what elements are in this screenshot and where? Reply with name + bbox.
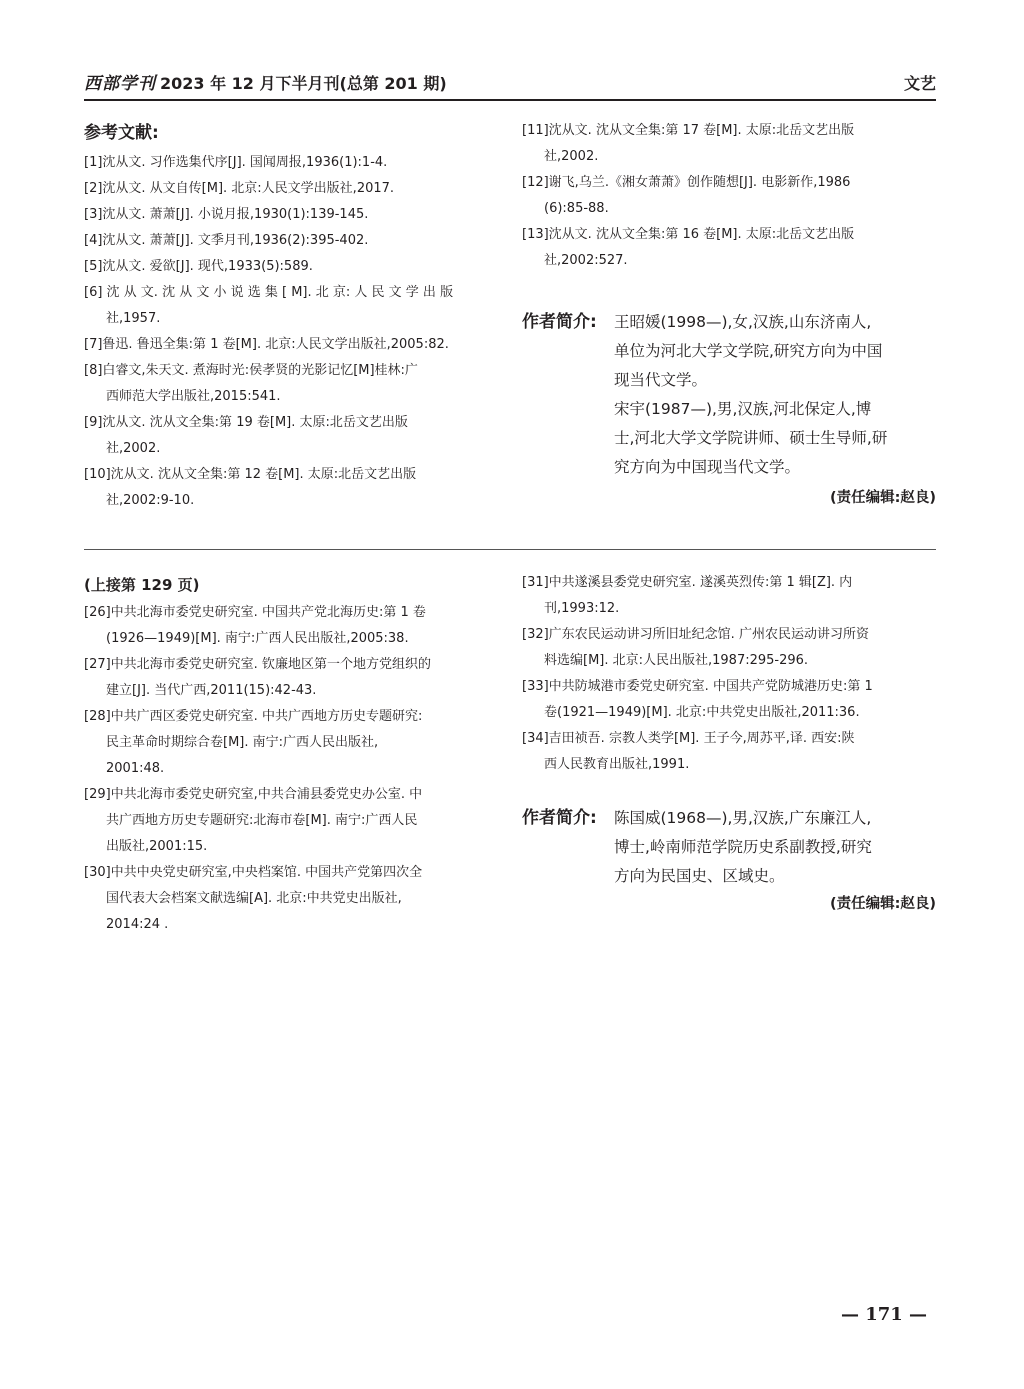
- reference-item: [84, 704, 498, 782]
- page-number: — 171 —: [840, 1304, 928, 1325]
- reference-line: 2001:48.: [106, 761, 165, 776]
- reference-item: [84, 358, 498, 410]
- reference-line: 国代表大会档案文献选编[A]. 北京:中共党史出版社,: [106, 891, 402, 906]
- reference-item: [84, 600, 498, 652]
- reference-line: [4]沈从文. 萧萧[J]. 文季月刊,1936(2):395-402.: [84, 233, 369, 248]
- reference-line: [3]沈从文. 萧萧[J]. 小说月报,1930(1):139-145.: [84, 207, 369, 222]
- reference-item: [84, 150, 498, 176]
- editor-note: (责任编辑:赵良): [829, 896, 936, 912]
- reference-line: 刊,1993:12.: [544, 601, 620, 616]
- bio-line: 究方向为中国现当代文学。: [614, 458, 801, 476]
- reference-line: [28]中共广西区委党史研究室. 中共广西地方历史专题研究:: [84, 709, 423, 724]
- bio-line: 单位为河北大学文学院,研究方向为中国: [614, 342, 883, 360]
- reference-line: 共广西地方历史专题研究:北海市卷[M]. 南宁:广西人民: [106, 813, 418, 828]
- reference-line: [8]白睿文,朱天文. 煮海时光:侯孝贤的光影记忆[M]桂林:广: [84, 363, 418, 378]
- header-rule: [84, 99, 936, 101]
- bio-line: 方向为民国史、区域史。: [614, 867, 785, 885]
- reference-line: 出版社,2001:15.: [106, 839, 208, 854]
- reference-line: [31]中共遂溪县委党史研究室. 遂溪英烈传:第 1 辑[Z]. 内: [522, 575, 853, 590]
- reference-item: [84, 410, 498, 462]
- reference-line: [27]中共北海市委党史研究室. 钦廉地区第一个地方党组织的: [84, 657, 431, 672]
- bio-line: 博士,岭南师范学院历史系副教授,研究: [614, 838, 872, 856]
- reference-line: [7]鲁迅. 鲁迅全集:第 1 卷[M]. 北京:人民文学出版社,2005:82.: [84, 337, 449, 352]
- reference-line: 西人民教育出版社,1991.: [544, 757, 690, 772]
- top-right-column: [522, 118, 936, 274]
- author-bio: [522, 804, 936, 894]
- reference-item: [84, 782, 498, 860]
- reference-line: 建立[J]. 当代广西,2011(15):42-43.: [106, 683, 317, 698]
- bio-line: 王昭媛(1998—),女,汉族,山东济南人,: [614, 313, 872, 331]
- top-left-column: [84, 120, 498, 514]
- reference-line: [11]沈从文. 沈从文全集:第 17 卷[M]. 太原:北岳文艺出版: [522, 123, 855, 138]
- author-bio: [522, 308, 936, 488]
- reference-line: [29]中共北海市委党史研究室,中共合浦县委党史办公室. 中: [84, 787, 423, 802]
- reference-item: [84, 332, 498, 358]
- reference-list: [84, 150, 498, 514]
- bio-line: 宋宇(1987—),男,汉族,河北保定人,博: [614, 400, 872, 418]
- author-bio-text: [614, 804, 936, 891]
- reference-line: [34]吉田祯吾. 宗教人类学[M]. 王子今,周苏平,译. 西安:陕: [522, 731, 855, 746]
- reference-line: (6):85-88.: [544, 201, 609, 216]
- bio-line: 陈国威(1968—),男,汉族,广东廉江人,: [614, 809, 872, 827]
- reference-list: [522, 118, 936, 274]
- running-header: [84, 72, 936, 96]
- reference-item: [84, 176, 498, 202]
- references-heading: 参考文献:: [84, 123, 159, 143]
- section-name: 文艺: [903, 74, 936, 93]
- reference-line: 社,2002.: [106, 441, 161, 456]
- author-bio-label: 作者简介:: [522, 312, 597, 332]
- reference-line: 西师范大学出版社,2015:541.: [106, 389, 281, 404]
- editor-note: (责任编辑:赵良): [829, 490, 936, 506]
- continued-note: (上接第 129 页): [84, 576, 200, 594]
- author-bio-label: 作者简介:: [522, 808, 597, 828]
- reference-item: [522, 674, 936, 726]
- reference-line: [5]沈从文. 爱欲[J]. 现代,1933(5):589.: [84, 259, 313, 274]
- reference-line: 料选编[M]. 北京:人民出版社,1987:295-296.: [544, 653, 809, 668]
- journal-logo: 西部学刊: [84, 74, 156, 94]
- reference-line: 民主革命时期综合卷[M]. 南宁:广西人民出版社,: [106, 735, 379, 750]
- reference-line: (1926—1949)[M]. 南宁:广西人民出版社,2005:38.: [106, 631, 409, 646]
- reference-list: [522, 570, 936, 778]
- reference-line: 社,2002:527.: [544, 253, 628, 268]
- reference-item: [84, 280, 498, 332]
- reference-item: [84, 254, 498, 280]
- reference-item: [522, 118, 936, 170]
- reference-line: 卷(1921—1949)[M]. 北京:中共党史出版社,2011:36.: [544, 705, 860, 720]
- reference-item: [522, 170, 936, 222]
- author-bio-text: [614, 308, 936, 482]
- reference-line: 社,2002:9-10.: [106, 493, 195, 508]
- reference-line: [12]谢飞,乌兰.《湘女萧萧》创作随想[J]. 电影新作,1986: [522, 175, 851, 190]
- reference-line: [30]中共中央党史研究室,中央档案馆. 中国共产党第四次全: [84, 865, 423, 880]
- reference-item: [84, 860, 498, 938]
- reference-line: [1]沈从文. 习作选集代序[J]. 国闻周报,1936(1):1-4.: [84, 155, 388, 170]
- reference-line: [32]广东农民运动讲习所旧址纪念馆. 广州农民运动讲习所资: [522, 627, 869, 642]
- reference-item: [84, 652, 498, 704]
- reference-line: 社,1957.: [106, 311, 161, 326]
- reference-item: [84, 228, 498, 254]
- reference-item: [522, 570, 936, 622]
- reference-item: [84, 202, 498, 228]
- reference-item: [522, 222, 936, 274]
- section-divider: [84, 549, 936, 550]
- reference-line: [26]中共北海市委党史研究室. 中国共产党北海历史:第 1 卷: [84, 605, 426, 620]
- reference-line: [6] 沈 从 文. 沈 从 文 小 说 选 集 [ M]. 北 京: 人 民 文 学 出 版: [84, 285, 454, 300]
- bottom-left-column: [84, 572, 498, 938]
- bottom-right-column: [522, 570, 936, 778]
- issue-info: 2023 年 12 月下半月刊(总第 201 期): [160, 74, 447, 93]
- reference-line: [33]中共防城港市委党史研究室. 中国共产党防城港历史:第 1: [522, 679, 873, 694]
- reference-list: [84, 600, 498, 938]
- reference-item: [522, 726, 936, 778]
- reference-line: 2014:24 .: [106, 917, 169, 932]
- reference-line: 社,2002.: [544, 149, 599, 164]
- bio-line: 士,河北大学文学院讲师、硕士生导师,研: [614, 429, 888, 447]
- reference-line: [10]沈从文. 沈从文全集:第 12 卷[M]. 太原:北岳文艺出版: [84, 467, 417, 482]
- bio-line: 现当代文学。: [614, 371, 708, 389]
- reference-item: [84, 462, 498, 514]
- reference-item: [522, 622, 936, 674]
- reference-line: [13]沈从文. 沈从文全集:第 16 卷[M]. 太原:北岳文艺出版: [522, 227, 855, 242]
- reference-line: [2]沈从文. 从文自传[M]. 北京:人民文学出版社,2017.: [84, 181, 395, 196]
- reference-line: [9]沈从文. 沈从文全集:第 19 卷[M]. 太原:北岳文艺出版: [84, 415, 408, 430]
